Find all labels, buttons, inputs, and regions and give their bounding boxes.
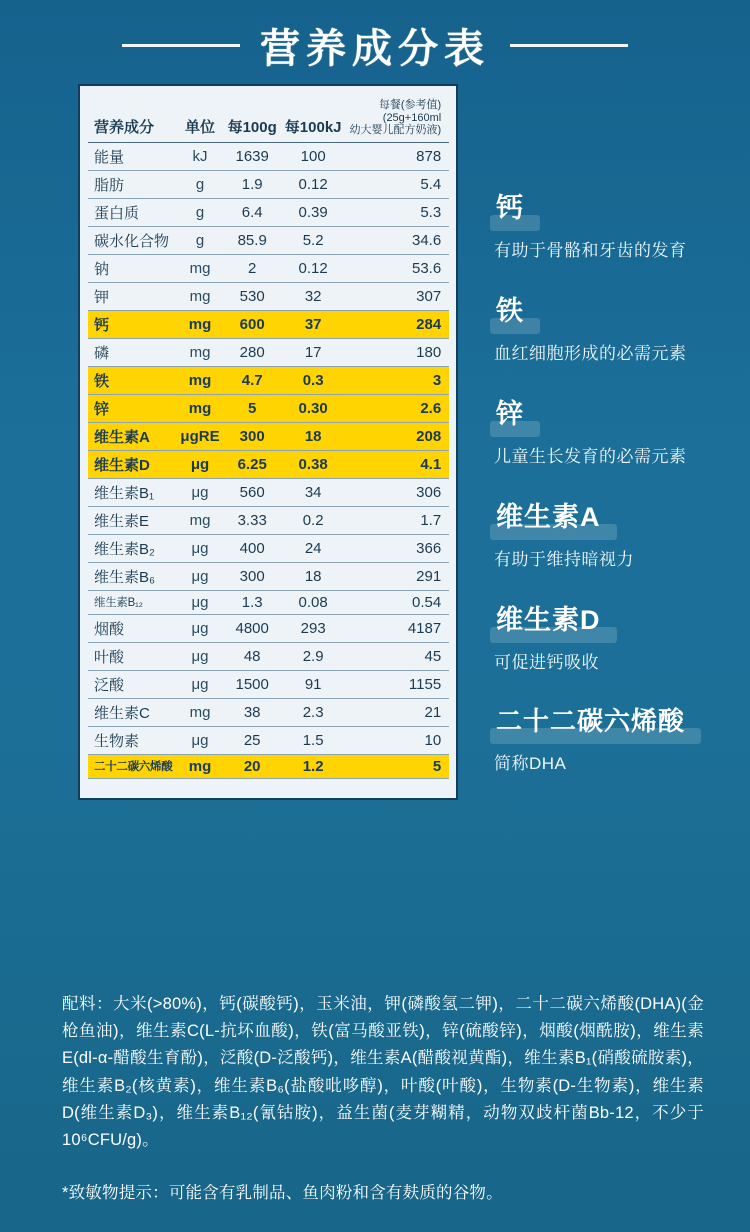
benefit-item <box>494 596 744 673</box>
benefit-item <box>494 184 744 261</box>
row-serving: 307 <box>346 282 450 310</box>
row-per100kj: 2.3 <box>281 698 346 726</box>
table-row <box>88 170 449 198</box>
table-row <box>88 282 449 310</box>
benefit-title: 锌 <box>494 390 534 435</box>
row-unit: mg <box>176 310 223 338</box>
row-nutrient-name: 维生素C <box>88 698 176 726</box>
row-serving: 10 <box>346 726 450 754</box>
column-header-serving <box>346 96 450 142</box>
row-serving: 306 <box>346 478 450 506</box>
benefit-title: 二十二碳六烯酸 <box>494 699 695 742</box>
row-unit: μg <box>176 670 223 698</box>
row-serving: 208 <box>346 422 450 450</box>
table-row <box>88 338 449 366</box>
table-row <box>88 754 449 778</box>
benefit-item <box>494 493 744 570</box>
row-serving: 1.7 <box>346 506 450 534</box>
row-per100kj: 24 <box>281 534 346 562</box>
row-unit: mg <box>176 394 223 422</box>
row-serving: 1155 <box>346 670 450 698</box>
row-unit: μg <box>176 642 223 670</box>
row-per100kj: 0.08 <box>281 590 346 614</box>
row-per100g: 48 <box>224 642 281 670</box>
row-unit: kJ <box>176 142 223 170</box>
row-per100kj: 37 <box>281 310 346 338</box>
row-serving: 180 <box>346 338 450 366</box>
row-serving: 45 <box>346 642 450 670</box>
row-per100kj: 0.3 <box>281 366 346 394</box>
ingredients-text: 配料：大米(>80%)，钙(碳酸钙)，玉米油，钾(磷酸氢二钾)，二十二碳六烯酸(DHA)(金枪鱼油)，维生素C(L-抗坏血酸)，铁(富马酸亚铁)，锌(硫酸锌)，烟酸(烟酰胺)，维生素E(dl-α-醋酸生育酚)，泛酸(D-泛酸钙)，维生素A(醋酸视黄酯)，维生素B₁(硝酸硫胺素)，维生素B₂(核黄素)，维生素B₆(盐酸吡哆醇)，叶酸(叶酸)，生物素(D-生物素)，维生素D(维生素D₃)，维生素B₁₂(氰钴胺)，益生菌(麦芽糊精，动物双歧杆菌Bb-12，不少于10⁶CFU/g)。 <box>62 995 704 1150</box>
table-row <box>88 670 449 698</box>
row-per100kj: 0.12 <box>281 170 346 198</box>
row-nutrient-name: 磷 <box>88 338 176 366</box>
row-nutrient-name: 烟酸 <box>88 614 176 642</box>
row-per100kj: 17 <box>281 338 346 366</box>
row-unit: mg <box>176 754 223 778</box>
row-per100kj: 1.5 <box>281 726 346 754</box>
row-per100g: 560 <box>224 478 281 506</box>
table-row <box>88 310 449 338</box>
header-rule-right <box>510 44 628 47</box>
row-unit: g <box>176 170 223 198</box>
content-area <box>0 84 750 800</box>
row-per100g: 20 <box>224 754 281 778</box>
row-nutrient-name: 维生素B₂ <box>88 534 176 562</box>
column-header-per100kj: 每100kJ <box>281 96 346 142</box>
row-serving: 3 <box>346 366 450 394</box>
row-per100kj: 0.30 <box>281 394 346 422</box>
row-per100g: 25 <box>224 726 281 754</box>
serving-header-line1: 每餐(参考值) <box>378 99 442 111</box>
table-row <box>88 642 449 670</box>
row-nutrient-name: 泛酸 <box>88 670 176 698</box>
row-per100g: 400 <box>224 534 281 562</box>
row-serving: 21 <box>346 698 450 726</box>
nutrition-table-panel <box>78 84 458 800</box>
row-per100kj: 1.2 <box>281 754 346 778</box>
table-row <box>88 726 449 754</box>
row-serving: 5 <box>346 754 450 778</box>
row-per100kj: 0.38 <box>281 450 346 478</box>
column-header-per100g: 每100g <box>224 96 281 142</box>
row-per100kj: 5.2 <box>281 226 346 254</box>
row-per100g: 300 <box>224 562 281 590</box>
row-nutrient-name: 维生素D <box>88 450 176 478</box>
table-row <box>88 142 449 170</box>
row-nutrient-name: 维生素B₆ <box>88 562 176 590</box>
row-per100g: 4.7 <box>224 366 281 394</box>
row-nutrient-name: 维生素B₁₂ <box>88 590 176 614</box>
row-serving: 291 <box>346 562 450 590</box>
row-serving: 53.6 <box>346 254 450 282</box>
row-nutrient-name: 蛋白质 <box>88 198 176 226</box>
row-unit: μgRE <box>176 422 223 450</box>
row-per100g: 600 <box>224 310 281 338</box>
table-row <box>88 254 449 282</box>
row-per100g: 530 <box>224 282 281 310</box>
row-per100kj: 18 <box>281 562 346 590</box>
row-per100kj: 32 <box>281 282 346 310</box>
row-unit: mg <box>176 254 223 282</box>
serving-header-line3: 幼大婴儿配方奶液) <box>349 124 442 137</box>
table-header-row <box>88 96 449 142</box>
benefit-title: 维生素A <box>494 493 611 538</box>
row-serving: 284 <box>346 310 450 338</box>
row-per100g: 1500 <box>224 670 281 698</box>
row-per100kj: 18 <box>281 422 346 450</box>
row-per100g: 85.9 <box>224 226 281 254</box>
benefit-description: 血红细胞形成的必需元素 <box>494 344 687 363</box>
row-per100g: 300 <box>224 422 281 450</box>
table-body <box>88 142 449 778</box>
table-row <box>88 614 449 642</box>
row-unit: μg <box>176 726 223 754</box>
row-serving: 5.4 <box>346 170 450 198</box>
row-unit: μg <box>176 478 223 506</box>
row-per100g: 1639 <box>224 142 281 170</box>
table-row <box>88 698 449 726</box>
row-per100kj: 2.9 <box>281 642 346 670</box>
row-serving: 34.6 <box>346 226 450 254</box>
table-row <box>88 422 449 450</box>
table-row <box>88 226 449 254</box>
benefit-item <box>494 390 744 467</box>
row-per100kj: 0.39 <box>281 198 346 226</box>
benefit-description: 有助于骨骼和牙齿的发育 <box>494 241 687 260</box>
row-serving: 0.54 <box>346 590 450 614</box>
row-per100g: 4800 <box>224 614 281 642</box>
row-unit: g <box>176 198 223 226</box>
row-serving: 5.3 <box>346 198 450 226</box>
row-nutrient-name: 钙 <box>88 310 176 338</box>
row-per100g: 280 <box>224 338 281 366</box>
row-serving: 2.6 <box>346 394 450 422</box>
footer-text <box>62 991 704 1208</box>
row-nutrient-name: 钾 <box>88 282 176 310</box>
benefit-description: 有助于维持暗视力 <box>494 550 634 569</box>
benefit-item <box>494 287 744 364</box>
row-nutrient-name: 二十二碳六烯酸 <box>88 754 176 778</box>
serving-header-line2: (25g+160ml <box>382 111 442 124</box>
row-nutrient-name: 碳水化合物 <box>88 226 176 254</box>
benefit-title: 维生素D <box>494 596 611 641</box>
row-nutrient-name: 维生素E <box>88 506 176 534</box>
row-per100kj: 34 <box>281 478 346 506</box>
benefits-list <box>494 184 744 800</box>
table-row <box>88 366 449 394</box>
row-per100g: 1.9 <box>224 170 281 198</box>
benefit-description: 儿童生长发育的必需元素 <box>494 447 687 466</box>
row-nutrient-name: 生物素 <box>88 726 176 754</box>
row-nutrient-name: 维生素A <box>88 422 176 450</box>
row-nutrient-name: 叶酸 <box>88 642 176 670</box>
row-nutrient-name: 维生素B₁ <box>88 478 176 506</box>
row-per100kj: 91 <box>281 670 346 698</box>
row-nutrient-name: 铁 <box>88 366 176 394</box>
nutrition-table <box>88 96 449 779</box>
row-unit: mg <box>176 506 223 534</box>
row-unit: μg <box>176 534 223 562</box>
row-per100g: 5 <box>224 394 281 422</box>
row-per100g: 6.25 <box>224 450 281 478</box>
row-unit: mg <box>176 366 223 394</box>
row-per100kj: 100 <box>281 142 346 170</box>
benefit-description: 简称DHA <box>494 754 567 773</box>
row-nutrient-name: 锌 <box>88 394 176 422</box>
row-serving: 4.1 <box>346 450 450 478</box>
row-serving: 4187 <box>346 614 450 642</box>
row-serving: 878 <box>346 142 450 170</box>
row-nutrient-name: 脂肪 <box>88 170 176 198</box>
table-row <box>88 534 449 562</box>
table-row <box>88 394 449 422</box>
row-unit: μg <box>176 614 223 642</box>
row-per100g: 38 <box>224 698 281 726</box>
row-per100g: 1.3 <box>224 590 281 614</box>
table-row <box>88 450 449 478</box>
page-header <box>0 6 750 84</box>
row-unit: μg <box>176 562 223 590</box>
benefit-title: 钙 <box>494 184 534 229</box>
row-nutrient-name: 能量 <box>88 142 176 170</box>
row-unit: mg <box>176 698 223 726</box>
row-unit: g <box>176 226 223 254</box>
column-header-unit: 单位 <box>176 96 223 142</box>
column-header-nutrient: 营养成分 <box>88 96 176 142</box>
row-per100g: 6.4 <box>224 198 281 226</box>
row-per100g: 3.33 <box>224 506 281 534</box>
header-rule-left <box>122 44 240 47</box>
row-nutrient-name: 钠 <box>88 254 176 282</box>
benefit-description: 可促进钙吸收 <box>494 653 599 672</box>
table-row <box>88 478 449 506</box>
table-row <box>88 506 449 534</box>
serving-header-text <box>350 99 442 137</box>
benefit-title: 铁 <box>494 287 534 332</box>
row-unit: mg <box>176 282 223 310</box>
table-row <box>88 590 449 614</box>
table-row <box>88 562 449 590</box>
benefit-item <box>494 699 744 774</box>
row-serving: 366 <box>346 534 450 562</box>
row-per100kj: 0.12 <box>281 254 346 282</box>
row-unit: mg <box>176 338 223 366</box>
row-per100kj: 293 <box>281 614 346 642</box>
table-header <box>88 96 449 142</box>
table-row <box>88 198 449 226</box>
allergen-text: *致敏物提示：可能含有乳制品、鱼肉粉和含有麸质的谷物。 <box>62 1184 503 1203</box>
page-title: 营养成分表 <box>260 26 490 71</box>
row-per100kj: 0.2 <box>281 506 346 534</box>
row-unit: μg <box>176 450 223 478</box>
row-per100g: 2 <box>224 254 281 282</box>
row-unit: μg <box>176 590 223 614</box>
